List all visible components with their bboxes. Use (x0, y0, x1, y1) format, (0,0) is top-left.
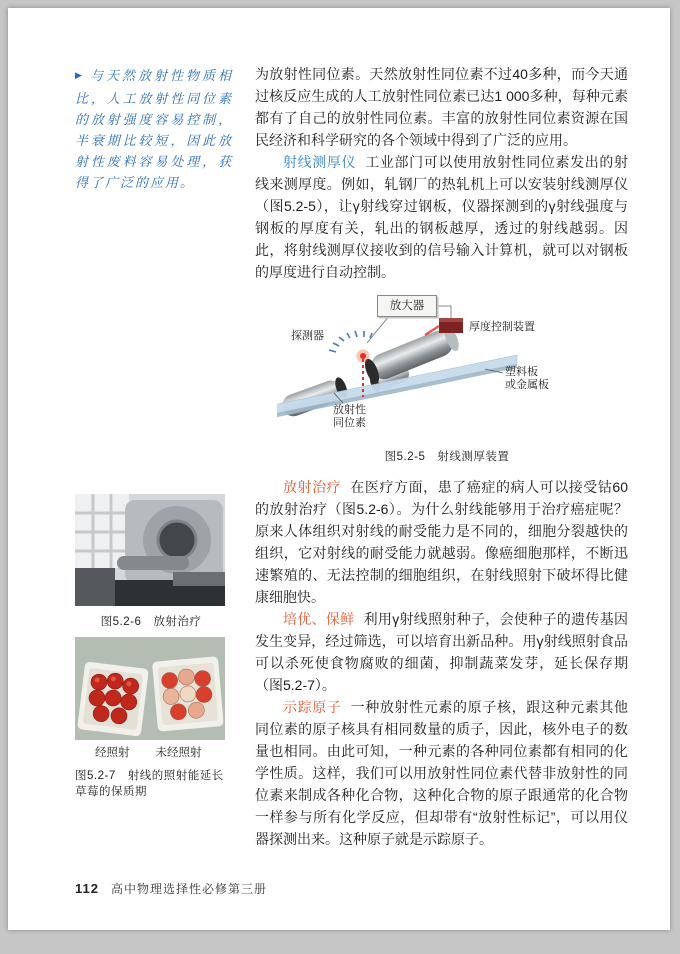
section-heading-ray-gauge: 射线测厚仪 (283, 154, 357, 170)
textbook-page (8, 8, 670, 930)
margin-note (75, 65, 233, 193)
section-ray-gauge (255, 151, 628, 283)
page-footer (75, 880, 267, 897)
label-isotope-line1: 放射性 (333, 404, 366, 416)
figure-5-2-5-caption: 图5.2-5 射线测厚装置 (384, 451, 510, 463)
figure-5-2-6-caption: 图5.2-6 放射治疗 (100, 616, 202, 628)
section-tracer-atoms (255, 696, 628, 850)
label-detector: 探测器 (291, 330, 324, 342)
label-isotope-line2: 同位素 (333, 417, 366, 429)
intro-paragraph: 为放射性同位素。天然放射性同位素不过40多种，而今天通过核反应生成的人工放射性同位素已达1 000多种，每种元素都有了自己的放射性同位素。丰富的放射性同位素资源在国民经济和科学研究的各个领域中得到了广泛的应用。 (255, 66, 628, 148)
label-plate-line1: 塑料板 (505, 366, 538, 378)
figure-5-2-7-caption: 图5.2-7 射线的照射能延长草莓的保质期 (75, 770, 224, 798)
margin-note-marker-icon: ▶ (75, 70, 83, 80)
label-plate (505, 366, 549, 392)
label-not-irradiated: 未经照射 (155, 747, 202, 759)
section-heading-tracer-atoms: 示踪原子 (283, 699, 342, 715)
detector-rays (329, 331, 372, 352)
thickness-control-device (425, 318, 463, 335)
section-text-tracer-atoms: 一种放射性元素的原子核，跟这种元素其他同位素的原子核具有相同数量的质子，因此，核外电子的数量也相同。由此可知，一种元素的各种同位素都有相同的化学性质。这样，我们可以用放射性同位素代替非放射性的同位素来制成各种化合物，这种化合物的原子跟通常的化合物一样参与所有化学反应，但却带有“放射性标记”，可以用仪器探测出来。这种原子就是示踪原子。 (255, 699, 629, 847)
irradiated-box (77, 661, 149, 736)
figure-5-2-5 (277, 293, 617, 468)
section-heading-radiotherapy: 放射治疗 (283, 479, 342, 495)
section-heading-breeding-preservation: 培优、保鲜 (283, 611, 355, 627)
label-isotope (333, 404, 366, 430)
figure-5-2-7-labels (75, 744, 227, 760)
strawberries-photo (75, 637, 225, 740)
thickness-gauge-illustration (277, 293, 617, 441)
section-text-radiotherapy: 在医疗方面，患了癌症的病人可以接受钴60的放射治疗（图5.2-6）。为什么射线能够用于治疗癌症呢？原来人体组织对射线的耐受能力是不同的，细胞分裂越快的组织，它对射线的耐受能力就越弱。像癌细胞那样，不断迅速繁殖的、无法控制的细胞组织，在射线照射下破坏得比健康细胞快。 (255, 479, 629, 605)
radiation-therapy-photo (75, 494, 225, 606)
section-radiotherapy (255, 476, 628, 608)
section-text-breeding-preservation: 利用γ射线照射种子，会使种子的遗传基因发生变异，经过筛选，可以培育出新品种。用γ射线照射食品可以杀死使食物腐败的细菌，抑制蔬菜发芽，延长保存期（图5.2-7）。 (255, 611, 629, 693)
label-plate-line2: 或金属板 (505, 379, 549, 391)
non-irradiated-box (152, 656, 224, 731)
figure-5-2-7 (75, 637, 227, 799)
patient-bed (117, 556, 189, 570)
margin-note-text: 与天然放射性物质相比，人工放射性同位素的放射强度容易控制，半衰期比较短，因此放射性废料容易处理，获得了广泛的应用。 (75, 68, 233, 190)
book-title: 高中物理选择性必修第三册 (110, 882, 267, 896)
label-thickness-control: 厚度控制装置 (469, 321, 535, 333)
main-text-column (255, 63, 628, 850)
label-irradiated: 经照射 (95, 747, 130, 759)
page-number: 112 (75, 881, 99, 896)
figure-5-2-6 (75, 494, 227, 629)
section-text-ray-gauge: 工业部门可以使用放射性同位素发出的射线来测厚度。例如，轧钢厂的热轧机上可以安装射线测厚仪（图5.2-5），让γ射线穿过钢板，仪器探测到的γ射线强度与钢板的厚度有关，轧出的钢板越厚，透过的射线越弱。因此，将射线测厚仪接收到的信号输入计算机，就可以对钢板的厚度进行自动控制。 (255, 154, 629, 280)
amplifier-box: 放大器 (377, 295, 437, 317)
figure-5-2-5-diagram (277, 293, 617, 441)
section-breeding-preservation (255, 608, 628, 696)
